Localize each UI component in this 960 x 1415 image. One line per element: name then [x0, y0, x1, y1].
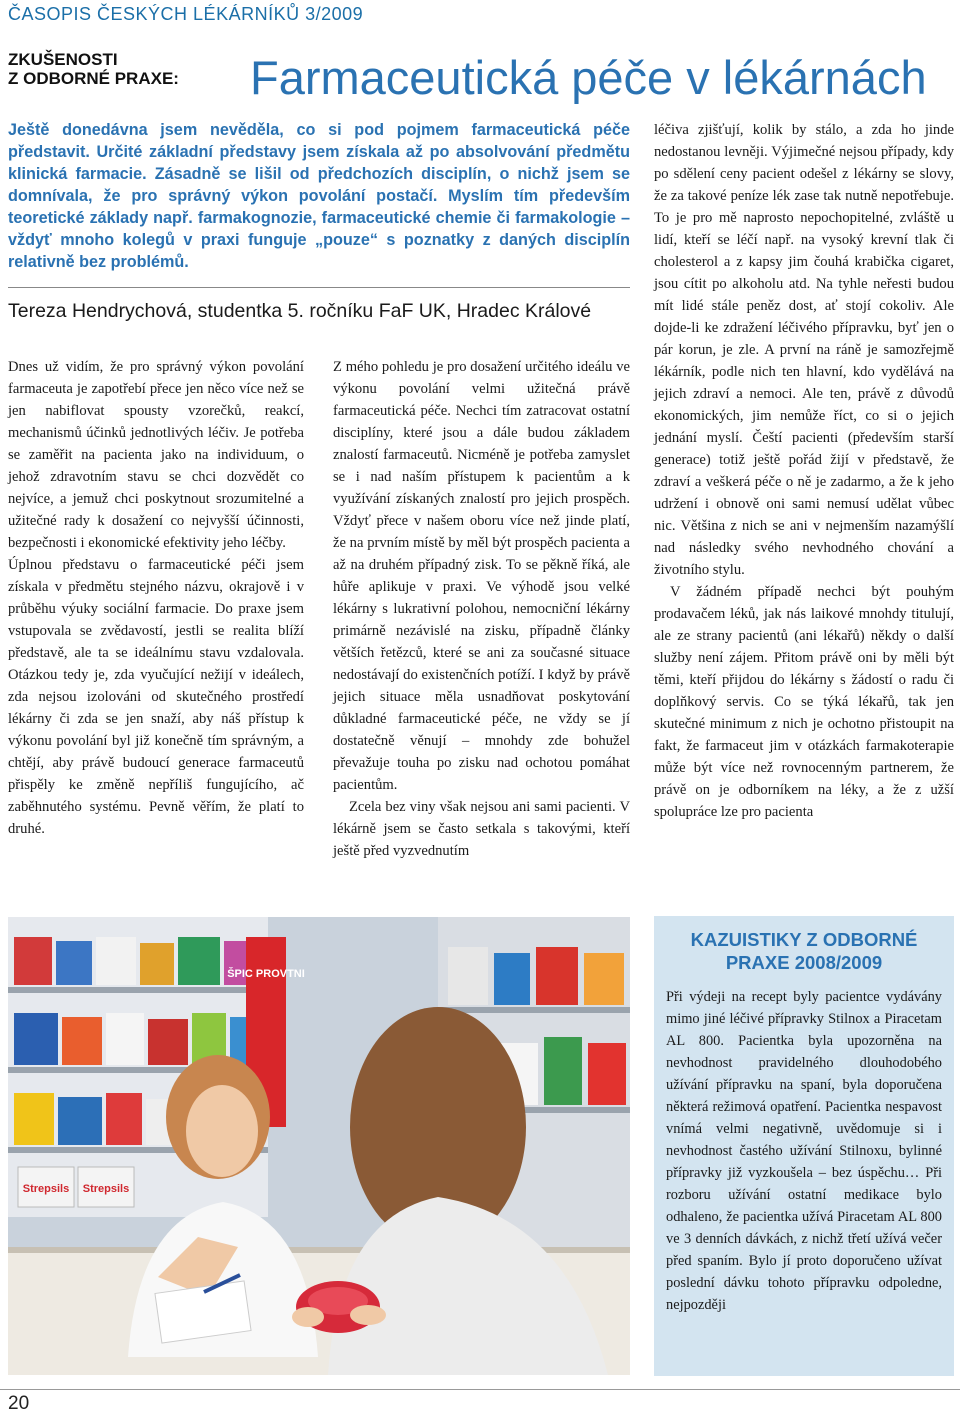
journal-header: ČASOPIS ČESKÝCH LÉKÁRNÍKŮ 3/2009: [8, 4, 364, 24]
product-label: Strepsils: [22, 1183, 70, 1195]
case-study-text: Při výdeji na recept byly pacientce vydávány mimo jiné léčivé přípravky Stilnox a Piracetam AL 800. Pacientka byla upozorněna na nevhodnost pravidelného dlouhodobého užívání přípravku na spaní, byla doporučena některá režimová opatření. Pacientka nespavost vnímá velmi negativně, uvědomuje si i nevhodnost častého užívání Stilnoxu, bylinné přípravky již vyzkoušela – bez úspěchu… Při rozboru užívání ostatní medikace bylo odhaleno, že pacientka užívá Piracetam AL 800 ve 3 denních dávkách, z nichž třetí užívá večer před spaním. Bylo jí proto doporučeno užívat poslední dávku tohoto přípravku odpoledne, nejpozději: [666, 989, 942, 1313]
page-number: 20: [8, 1393, 30, 1414]
article-column-1: [8, 356, 304, 840]
article-author: Tereza Hendrychová, studentka 5. ročníku FaF UK, Hradec Králové: [8, 300, 592, 322]
product-label: Strepsils: [82, 1183, 130, 1195]
case-study-title: [654, 928, 954, 974]
article-column-2: [333, 356, 630, 862]
case-study-title-line2: PRAXE 2008/2009: [725, 952, 883, 973]
paragraph: Zcela bez viny však nejsou ani sami pacienti. V lékárně jsem se často setkala s takovými, kteří ještě před vyzvednutím: [333, 799, 630, 859]
section-label-line2: Z ODBORNÉ PRAXE:: [8, 69, 179, 88]
article-column-3: [654, 119, 954, 823]
pharmacy-photo: [8, 917, 630, 1375]
article-title: Farmaceutická péče v lékárnách: [250, 51, 927, 104]
case-study-title-line1: KAZUISTIKY Z ODBORNÉ: [690, 929, 918, 950]
footer-divider: [0, 1389, 960, 1390]
shelf-sign-text: ŠPIC PROVTNI: [227, 968, 305, 980]
lead-divider: [8, 287, 630, 288]
paragraph: Z mého pohledu je pro dosažení určitého ideálu ve výkonu povolání velmi užitečná právě farmaceutická péče. Nechci tím zatracovat ostatní disciplíny, které jsou a dále budou základem znalostí farmaceutů. Nicméně je potřeba zamyslet se i nad naším přístupem k pacientům a k využívání získaných znalostí pro jejich prospěch. Vždyť přece v našem oboru více než jinde platí, že na prvním místě by měl být prospěch pacienta a až na druhém případný zisk. To se pěkně říká, ale hůře aplikuje v praxi. Ve výhodě jsou velké lékárny s lukrativní polohou, nemocniční lékárny primárně nezávislé na zisku, případně články větších řetězců, které se ani za současné situace nedostávají do existenčních potíží. I když by právě jejich situace měla usnadňovat poskytování důkladné farmaceutické péče, ne vždy se jí dostatečně věnují – mnohdy zde bohužel převažuje touha po zisku nad ochotou pomáhat pacientům.: [333, 359, 630, 793]
section-label: [8, 50, 179, 88]
article-lead: Ještě donedávna jsem nevěděla, co si pod pojmem farmaceutická péče představit. Určité základní představy jsem získala až po absolvování předmětu klinická farmacie. Zásadně se lišil od předchozích disciplín, o nichž jsem se domnívala, že pro správný výkon povolání postačí. Myslím tím především teoretické základy např. farmakognozie, farmaceutické chemie či farmakologie – vždyť mnoho kolegů v praxi funguje „pouze“ s poznatky z daných disciplín relativně bez problémů.: [8, 121, 630, 271]
section-label-line1: ZKUŠENOSTI: [8, 50, 118, 69]
paragraph: V žádném případě nechci být pouhým prodavačem léků, jak nás laikové mnohdy titulují, ale ze strany pacientů (ani lékařů) někdy o další služby není zájem. Přitom právě oni by měli být těmi, kteří přijdou do lékárny s žádostí o radu či doplňkový servis. Co se týká lékařů, tak jen skutečné minimum z nich je ochotno přistoupit na fakt, že farmaceut jim v otázkách farmakoterapie může být více než rovnocenným partnerem, že právě on je odborníkem na léky, a že z užší spolupráce lze pro pacienta: [654, 584, 954, 820]
paragraph: Úplnou představu o farmaceutické péči jsem získala v předmětu stejného názvu, okrajově i v průběhu výuky sociální farmacie. Do praxe jsem vstupovala se zvědavostí, jestli se realita blíží představě, ale ta se ideálnímu stavu vzdalovala. Otázkou tedy je, zda vyučující nežijí v ideálech, zda nejsou izolováni od skutečného prostředí lékárny či zda se jen snaží, aby náš přístup k výkonu povolání byl již konečně tím správným, a chtějí, aby právě budoucí generace farmaceutů přispěly ke změně nepříliš fungujícího, ač zaběhnutého systému. Pevně věřím, že platí to druhé.: [8, 557, 304, 837]
paragraph: Dnes už vidím, že pro správný výkon povolání farmaceuta je zapotřebí přece jen něco více než se jen nabiflovat spousty vzorečků, reakcí, mechanismů účinků jednotlivých léčiv. Je potřeba se zaměřit na pacienta jako na individuum, o jehož zdravotním stavu se chci dozvědět co nejvíce, a jemuž chci poskytnout srozumitelné a užitečné rady k dosažení co nejvyšší účinnosti, bezpečnosti i ekonomické efektivity jeho léčby.: [8, 359, 304, 551]
paragraph: léčiva zjišťují, kolik by stálo, a zda ho jinde nedostanou levněji. Výjimečné nejsou případy, kdy po sdělení ceny pacient odešel z lékárny se slovy, že za takové peníze lék zase tak nutně nepotřebuje. To je pro mě naprosto nepochopitelné, zvláště u lidí, kteří se léčí např. na vysoký krevní tlak či cholesterol a z kapsy jim čouhá krabička cigaret, jsou cítit po alkoholu atd. Na tyhle neřesti budou mít lidé stále peněz dost, ať stojí cokoliv. Ale dojde-li ke zdražení léčivého přípravku, byť jen o pár korun, je zle. A první na ráně je samozřejmě lékárník, podle nich ten hlavní, kdo vydělává na jejich zdraví a nemoci. Ale ten, právě z důvodů ekonomických, jim nemůže říct, co si o jejich jednání myslí. Čeští pacienti (především starší generace) totiž ještě pořád žijí v představě, že zdraví a veškerá péče o ně je zadarmo, a že k jeho udržení i obnově oni sami nemusí udělat vůbec nic. Většina z nich se ani v nejmenším nazamýšlí nad následky svého nevhodného chování a životního stylu.: [654, 122, 954, 578]
